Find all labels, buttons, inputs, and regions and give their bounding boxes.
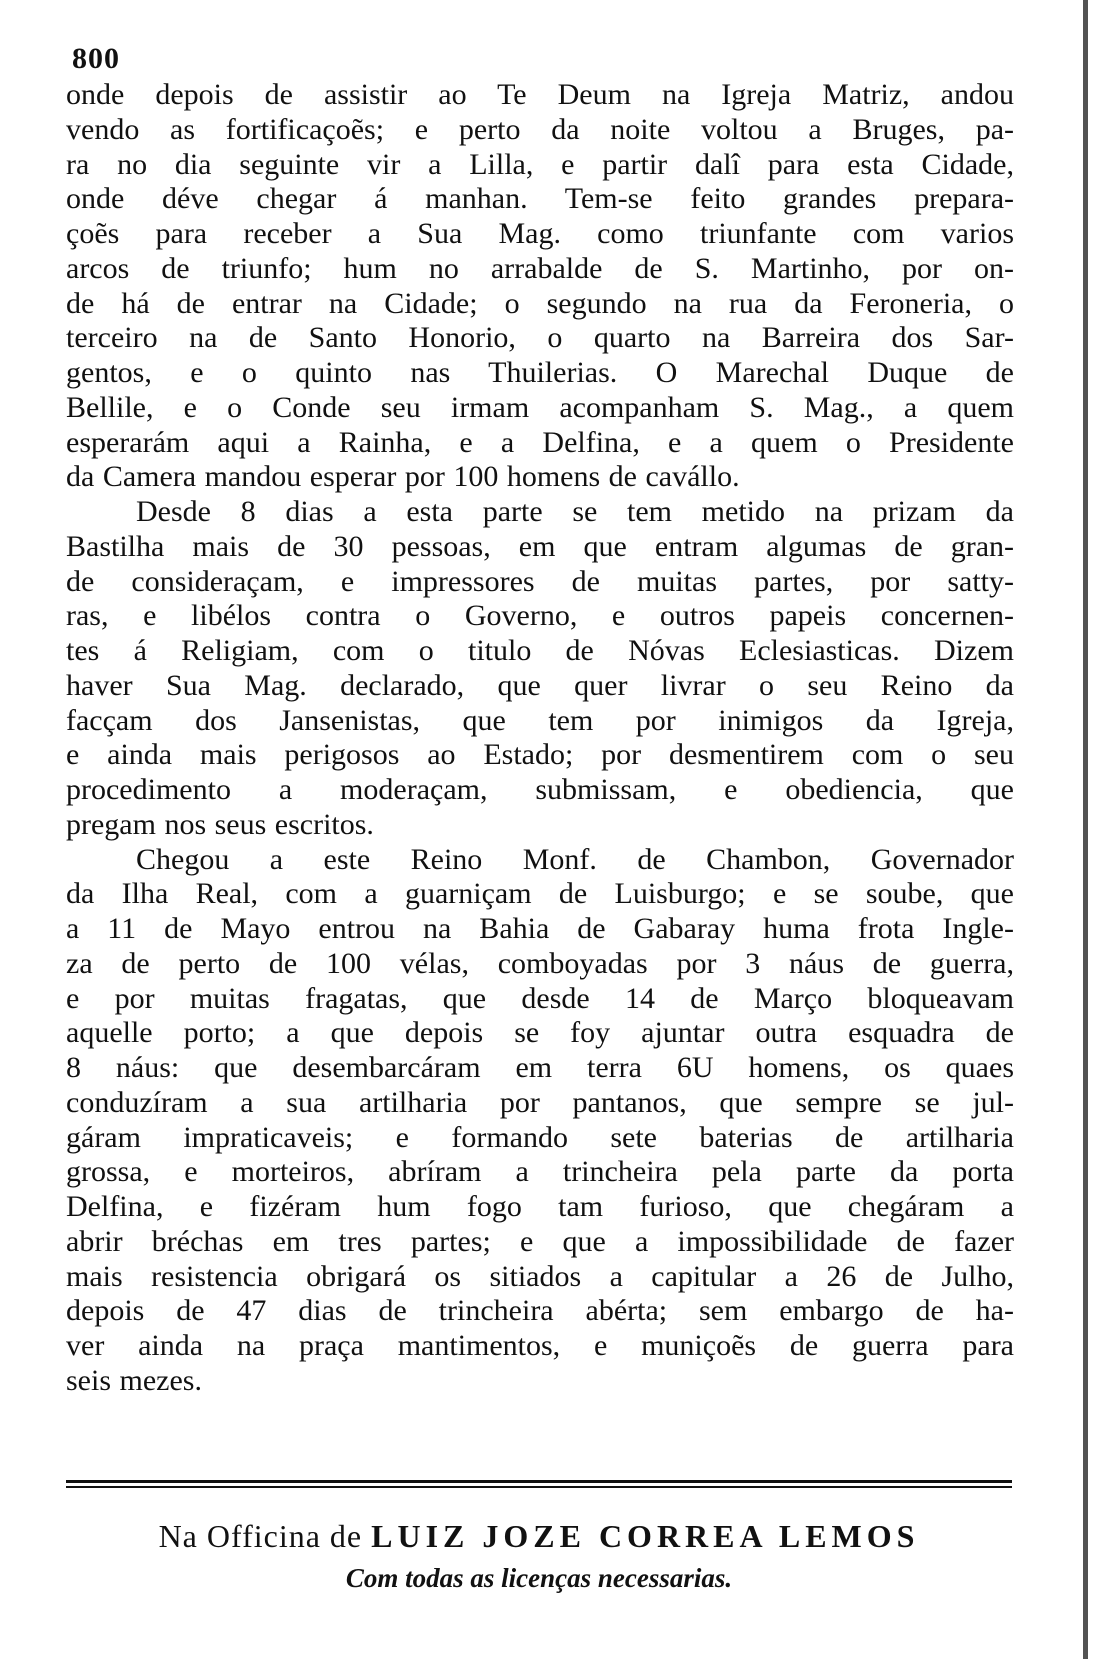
text-line: da Ilha Real, com a guarniçam de Luisburgo; e se soube, que: [66, 877, 1014, 911]
text-line: arcos de triunfo; hum no arrabalde de S. Martinho, por on-: [66, 251, 1014, 285]
paragraph: [66, 843, 1014, 1399]
paragraph: [66, 78, 1014, 495]
text-line: grossa, e morteiros, abríram a trincheira pela parte da porta: [66, 1155, 1014, 1189]
text-line: mais resistencia obrigará os sitiados a capitular a 26 de Julho,: [66, 1259, 1014, 1293]
text-line: depois de 47 dias de trincheira abérta; sem embargo de ha-: [66, 1294, 1014, 1328]
page-edge-shadow: [1083, 0, 1088, 1659]
text-line: e por muitas fragatas, que desde 14 de Março bloqueavam: [66, 981, 1014, 1015]
footer-rule: [66, 1480, 1012, 1491]
text-line: terceiro na de Santo Honorio, o quarto na Barreira dos Sar-: [66, 321, 1014, 355]
printer-name: LUIZ JOZE CORREA LEMOS: [371, 1518, 920, 1554]
license-note: Com todas as licenças necessarias.: [345, 1563, 733, 1593]
text-line: conduzíram a sua artilharia por pantanos, que sempre se jul-: [66, 1085, 1014, 1119]
text-line: e ainda mais perigosos ao Estado; por desmentirem com o seu: [66, 738, 1014, 772]
rule-thick: [66, 1480, 1012, 1483]
text-line: 8 náus: que desembarcáram em terra 6U homens, os quaes: [66, 1051, 1014, 1084]
text-line: vendo as fortificaçoẽs; e perto da noite voltou a Bruges, pa-: [66, 112, 1014, 146]
text-line: Chegou a este Reino Monf. de Chambon, Governador: [136, 842, 1014, 876]
text-line: pregam nos seus escritos.: [66, 807, 374, 841]
text-line: haver Sua Mag. declarado, que quer livrar o seu Reino da: [66, 668, 1014, 702]
page-number: 800: [72, 42, 120, 75]
text-line: çoẽs para receber a Sua Mag. como triunfante com varios: [66, 217, 1014, 250]
text-line: seis mezes.: [66, 1363, 202, 1397]
text-line: tes á Religiam, com o titulo de Nóvas Eclesiasticas. Dizem: [66, 634, 1014, 667]
text-line: aquelle porto; a que depois se foy ajuntar outra esquadra de: [66, 1016, 1014, 1050]
text-line: gentos, e o quinto nas Thuilerias. O Marechal Duque de: [66, 356, 1014, 389]
imprint: [66, 1518, 1012, 1594]
imprint-line: [66, 1518, 1012, 1555]
text-line: onde déve chegar á manhan. Tem-se feito grandes prepara-: [66, 182, 1014, 216]
text-line: Bellile, e o Conde seu irmam acompanham S. Mag., a quem: [66, 390, 1014, 424]
text-line: da Camera mandou esperar por 100 homens de cavállo.: [66, 460, 740, 494]
text-line: de consideraçam, e impressores de muitas partes, por satty-: [66, 564, 1014, 598]
paragraph: [66, 495, 1014, 843]
text-line: ras, e libélos contra o Governo, e outros papeis concernen-: [66, 599, 1014, 633]
text-line: esperarám aqui a Rainha, e a Delfina, e a quem o Presidente: [66, 425, 1014, 459]
text-line: de há de entrar na Cidade; o segundo na rua da Feroneria, o: [66, 286, 1014, 320]
text-line: za de perto de 100 vélas, comboyadas por 3 náus de guerra,: [66, 946, 1014, 980]
text-line: facçam dos Jansenistas, que tem por inimigos da Igreja,: [66, 703, 1014, 737]
text-line: ver ainda na praça mantimentos, e muniçoẽs de guerra para: [66, 1329, 1014, 1362]
imprint-prefix: Na Officina de: [158, 1518, 363, 1554]
text-line: Bastilha mais de 30 pessoas, em que entram algumas de gran-: [66, 529, 1014, 563]
text-line: Delfina, e fizéram hum fogo tam furioso, que chegáram a: [66, 1190, 1014, 1223]
text-line: abrir bréchas em tres partes; e que a impossibilidade de fazer: [66, 1224, 1014, 1258]
text-line: Desde 8 dias a esta parte se tem metido na prizam da: [136, 495, 1014, 528]
text-line: procedimento a moderaçam, submissam, e obediencia, que: [66, 773, 1014, 806]
body-text: [66, 78, 1014, 1399]
text-line: ra no dia seguinte vir a Lilla, e partir dalî para esta Cidade,: [66, 147, 1014, 181]
text-line: a 11 de Mayo entrou na Bahia de Gabaray huma frota Ingle-: [66, 912, 1014, 945]
rule-thin: [66, 1486, 1012, 1488]
text-line: gáram impraticaveis; e formando sete baterias de artilharia: [66, 1120, 1014, 1154]
text-line: onde depois de assistir ao Te Deum na Igreja Matriz, andou: [66, 78, 1014, 111]
